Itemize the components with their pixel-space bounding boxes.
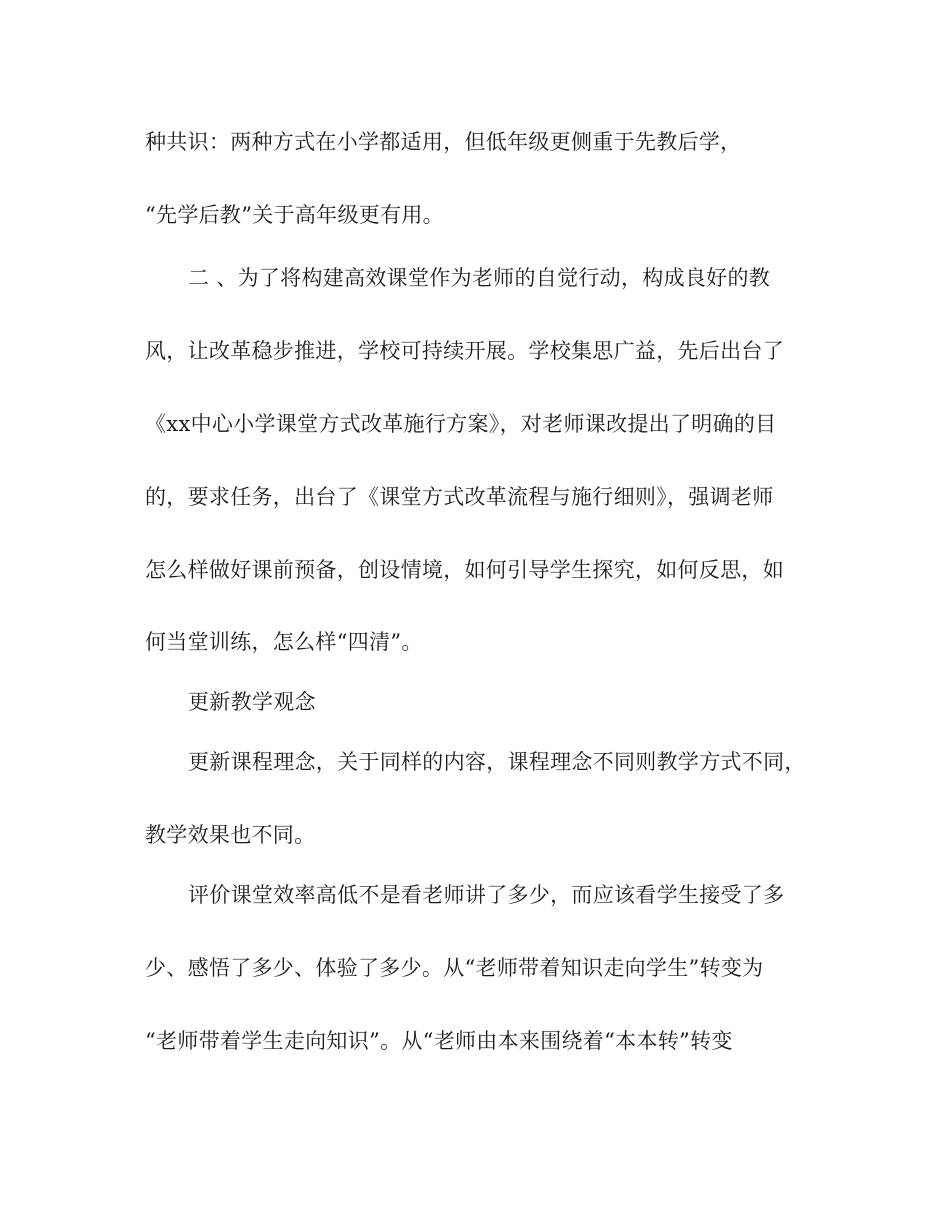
text-line: 教学效果也不同。 (145, 823, 316, 847)
text-line: “老师带着学生走向知识”。从“老师由本来围绕着“本本转”转变 (145, 1029, 733, 1053)
paragraph-start: 评价课堂效率高低不是看老师讲了多少，而应该看学生接受了多 (188, 883, 785, 907)
paragraph-start: 更新课程理念，关于同样的内容，课程理念不同则教学方式不同， (188, 750, 806, 774)
paragraph-start: 二 、为了将构建高效课堂作为老师的自觉行动，构成良好的教 (188, 266, 771, 290)
text-line: 风，让改革稳步推进，学校可持续开展。学校集思广益，先后出台了 (145, 339, 784, 363)
text-line: 《xx中心小学课堂方式改革施行方案》，对老师课改提出了明确的目 (145, 412, 777, 436)
text-line: “先学后教”关于高年级更有用。 (145, 203, 444, 227)
text-line: 种共识：两种方式在小学都适用，但低年级更侧重于先教后学， (145, 130, 742, 154)
text-line: 的，要求任务，出台了《课堂方式改革流程与施行细则》，强调老师 (145, 485, 774, 509)
text-line: 怎么样做好课前预备，创设情境，如何引导学生探究，如何反思，如 (145, 558, 784, 582)
text-line: 少、感悟了多少、体验了多少。从“老师带着知识走向学生”转变为 (145, 956, 764, 980)
text-line: 何当堂训练，怎么样“四清”。 (145, 630, 423, 654)
section-heading: 更新教学观念 (188, 690, 316, 714)
